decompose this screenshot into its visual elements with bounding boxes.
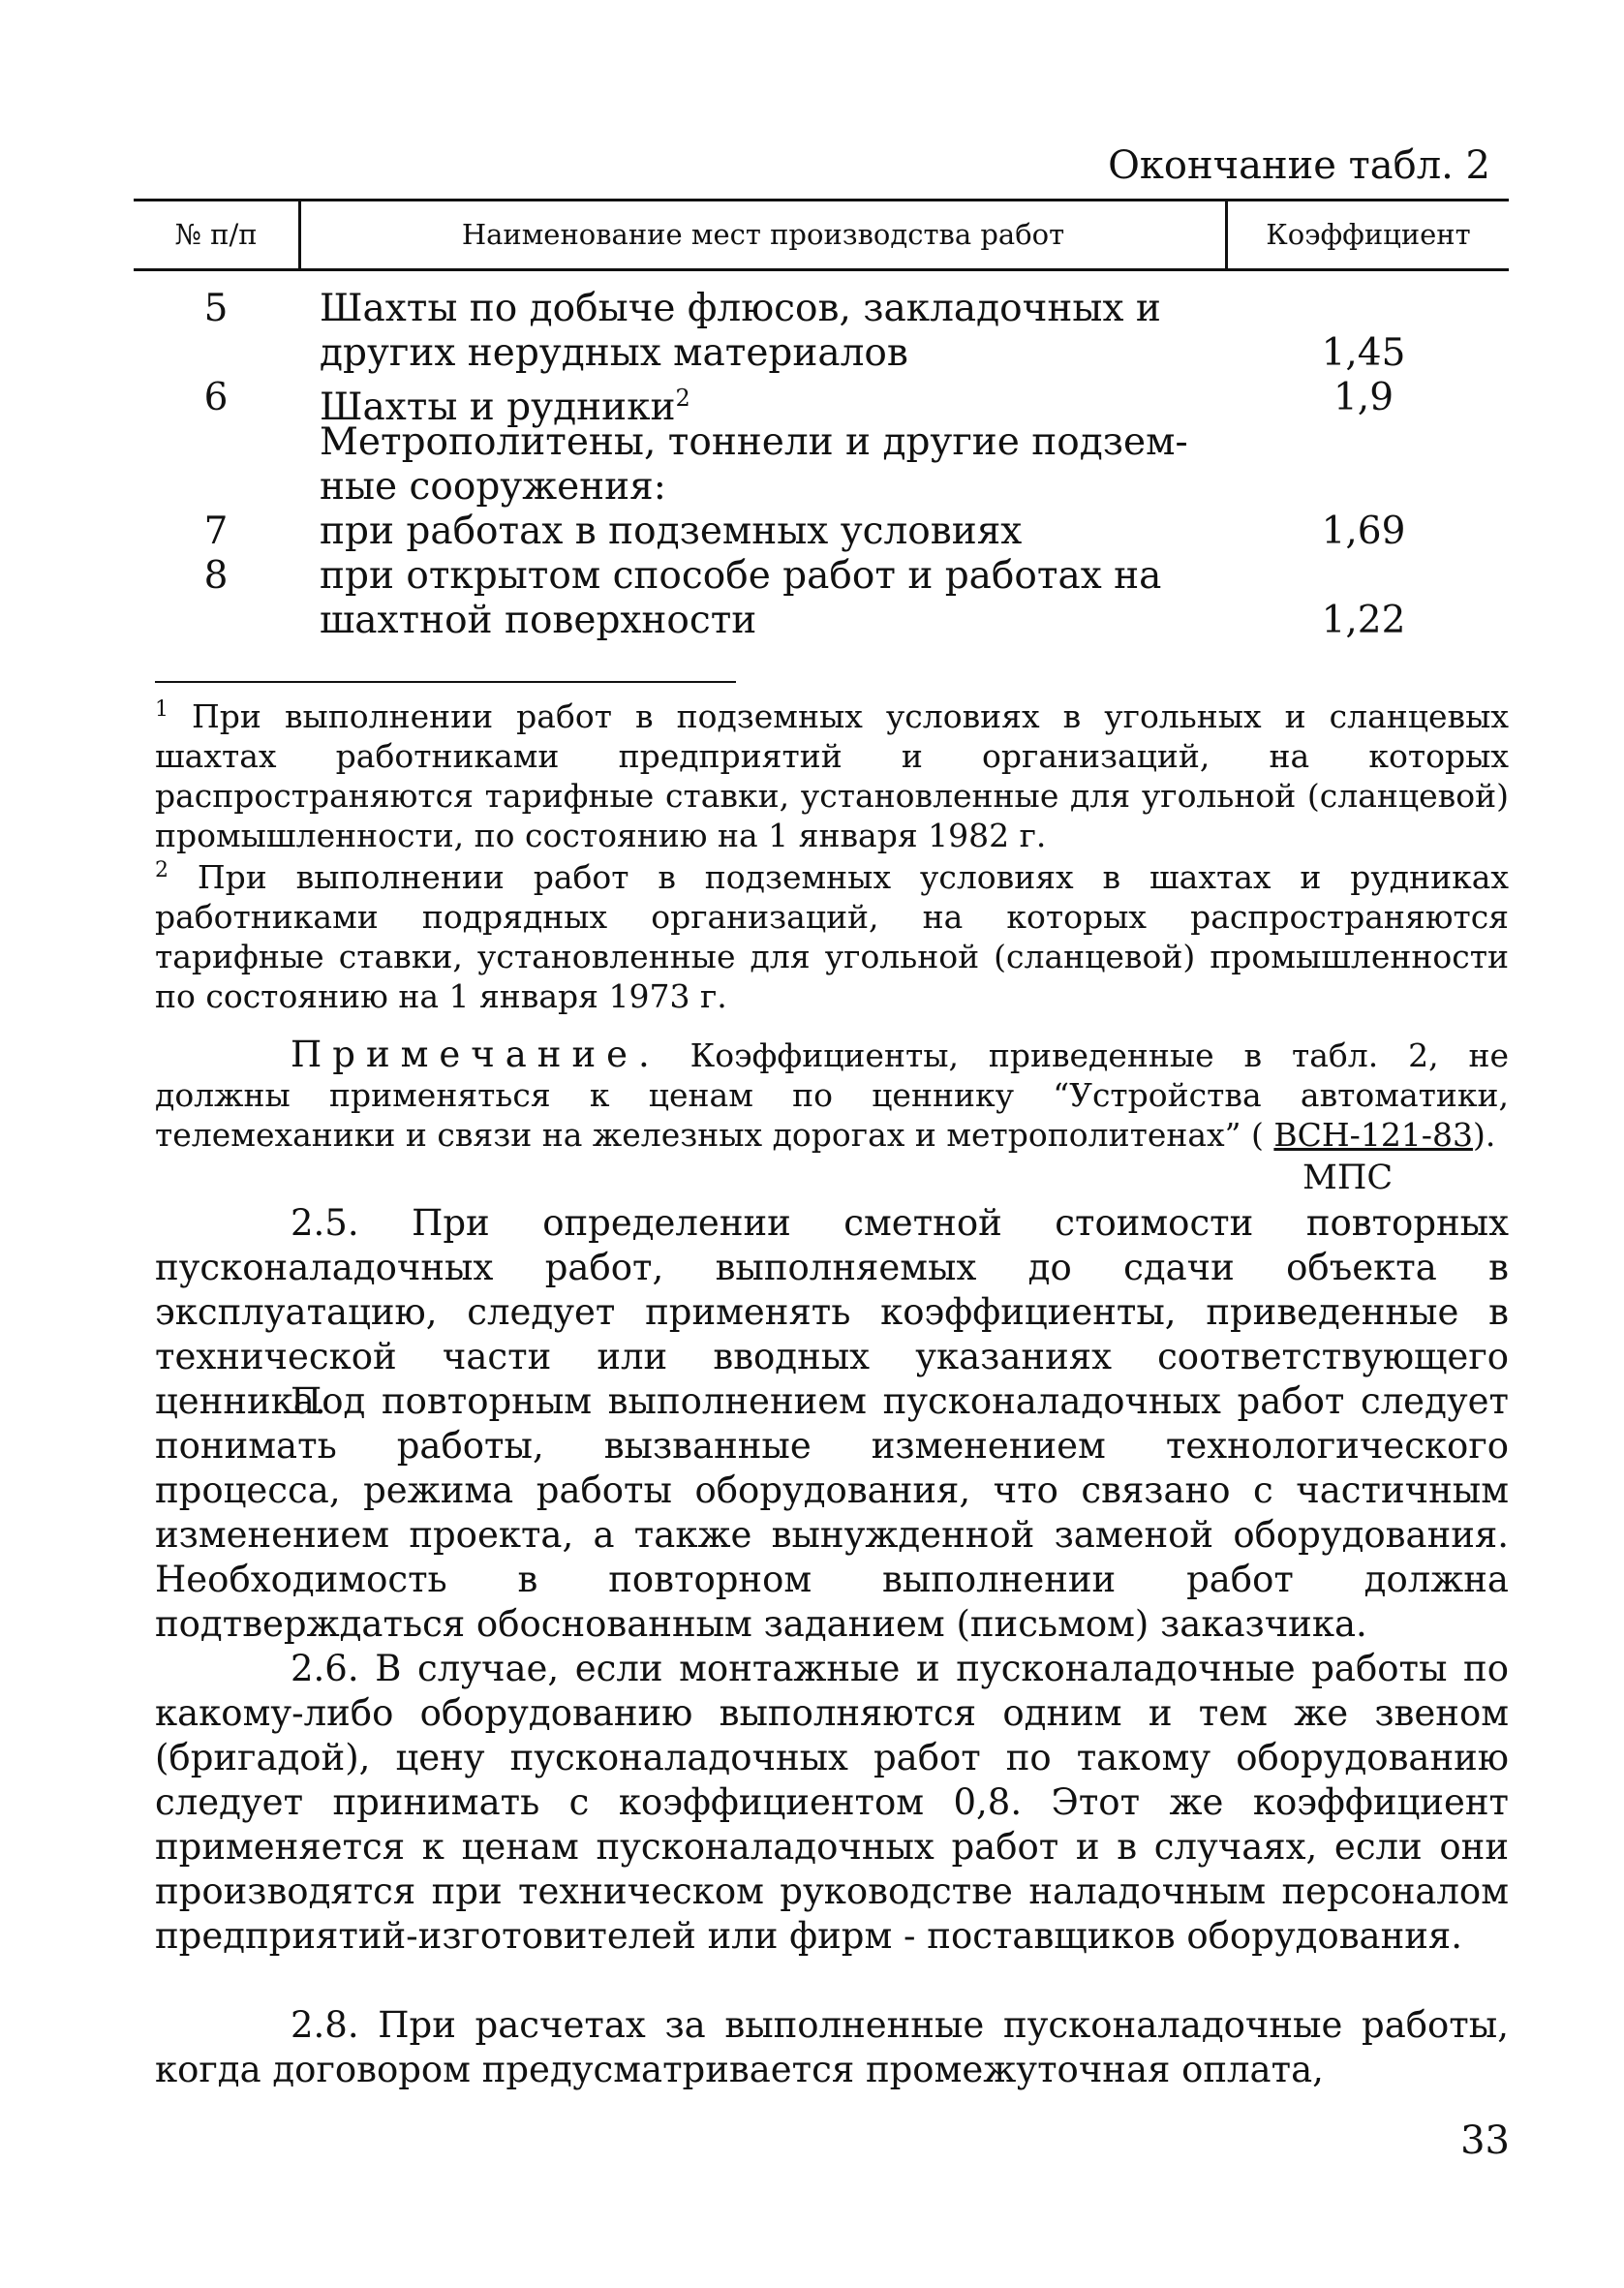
row-text-line: ные сооружения:	[320, 465, 666, 509]
row-text	[320, 420, 1225, 510]
row-text	[320, 554, 1225, 643]
paragraph-text: 2.5. При определении сметной стоимости повторных пусконаладочных работ, выполняемых до сдачи объекта в эксплуатацию, следует применять коэффициенты, приведенные в технической части или вводных указаниях соответствующего ценника.	[155, 1202, 1509, 1422]
row-text-line: при открытом способе работ и работах на	[320, 554, 1162, 598]
row-number: 5	[203, 287, 229, 330]
paragraph-text: 2.6. В случае, если монтажные и пусконаладочные работы по какому-либо оборудованию выполняются одним и тем же звеном (бригадой), цену пусконаладочных работ по такому оборудованию следует принимать с коэффициентом 0,8. Этот же коэффициент применяется к ценам пусконаладочных работ и в случаях, если они производятся при техническом руководстве наладочным персоналом предприятий-изготовителей или фирм - поставщиков оборудования.	[155, 1648, 1509, 1957]
footnote-separator	[155, 681, 736, 683]
row-coefficient: 1,69	[1321, 510, 1406, 553]
paragraph-2-8	[155, 2003, 1509, 2092]
row-coefficient: 1,45	[1321, 331, 1406, 375]
row-text-line: Шахты по добыче флюсов, закладочных и	[320, 287, 1161, 330]
table-caption: Окончание табл. 2	[1108, 143, 1490, 188]
paragraph-repeat	[155, 1379, 1509, 1647]
document-reference: ВСН-121-83	[1273, 1116, 1473, 1154]
header-number: № п/п	[174, 218, 258, 251]
row-text-line: других нерудных материалов	[320, 331, 908, 375]
row-text	[320, 287, 1225, 376]
header-coefficient: Коэффициент	[1266, 218, 1471, 251]
note-lead: Примечание.	[291, 1034, 660, 1075]
footnote-1	[155, 690, 1509, 855]
table-header-rule	[134, 268, 1509, 271]
footnote-text: При выполнении работ в подземных условиях в шахтах и рудниках работниками подрядных организаций, на которых распространяются тарифные ставки, установленные для угольной (сланцевой) промышленности по состоянию на 1 января 1973 г.	[155, 858, 1509, 1015]
row-coefficient: 1,22	[1321, 599, 1406, 642]
row-number: 7	[203, 510, 229, 553]
paragraph-2-6	[155, 1647, 1509, 1959]
footnote-ref: 2	[675, 385, 690, 412]
row-text-line: Шахты и рудники	[320, 386, 676, 429]
page-number: 33	[1460, 2118, 1510, 2163]
table-top-rule	[134, 199, 1509, 201]
row-coefficient: 1,9	[1333, 376, 1394, 419]
footnote-mark: 2	[155, 858, 169, 882]
note-tail: ).	[1472, 1116, 1496, 1154]
paragraph-text: Под повторным выполнением пусконаладочных работ следует понимать работы, вызванные изменением технологического процесса, режима работы оборудования, что связано с частичным изменением проекта, а также вынужденной заменой оборудования. Необходимость в повторном выполнении работ должна подтверждаться обоснованным заданием (письмом) заказчика.	[155, 1380, 1509, 1645]
agency-label: МПС	[1302, 1159, 1394, 1197]
footnote-text: При выполнении работ в подземных условиях в угольных и сланцевых шахтах работниками предприятий и организаций, на которых распространяются тарифные ставки, установленные для угольной (сланцевой) промышленности, по состоянию на 1 января 1982 г.	[155, 697, 1509, 854]
footnote-2	[155, 850, 1509, 1016]
row-text-line: Метрополитены, тоннели и другие подзем-	[320, 420, 1188, 464]
footnote-mark: 1	[155, 697, 169, 722]
row-number: 8	[203, 554, 229, 598]
row-text-line: шахтной поверхности	[320, 599, 757, 642]
header-name: Наименование мест производства работ	[461, 218, 1065, 251]
row-number: 6	[203, 376, 229, 419]
note	[155, 1035, 1509, 1155]
paragraph-text: 2.8. При расчетах за выполненные пусконаладочные работы, когда договором предусматривается промежуточная оплата,	[155, 2004, 1509, 2090]
note-text: Коэффициенты, приведенные в табл. 2, не должны применяться к ценам по ценнику “Устройства автоматики, телемеханики и связи на железных дорогах и метрополитенах” (	[155, 1036, 1509, 1154]
row-text: при работах в подземных условиях	[320, 510, 1023, 553]
